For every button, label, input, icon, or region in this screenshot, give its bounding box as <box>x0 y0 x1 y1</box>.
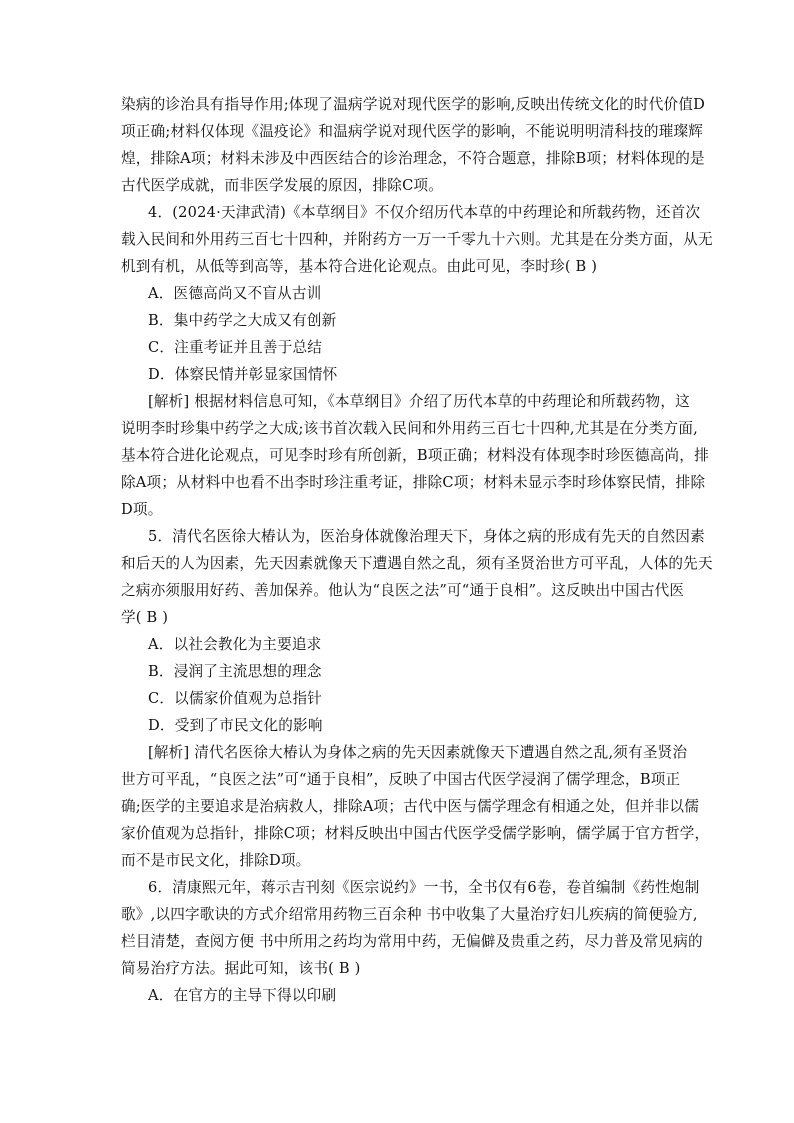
text-line: 学( B ) <box>121 609 169 626</box>
analysis-label-line: [解析] 根据材料信息可知，《本草纲目》介绍了历代本草的中药理论和所载药物，这 <box>148 393 690 410</box>
text-line: 除A项；从材料中也看不出李时珍注重考证，排除C项；材料未显示李时珍体察民情，排除 <box>121 474 706 491</box>
text-line: 家价值观为总指针，排除C项；材料反映出中国古代医学受儒学影响，儒学属于官方哲学， <box>121 825 710 842</box>
option-b: B．集中药学之大成又有创新 <box>148 312 337 329</box>
text-line: 项正确;材料仅体现《温疫论》和温病学说对现代医学的影响，不能说明明清科技的璀璨辉 <box>121 123 704 140</box>
text-line: 煌，排除A项；材料未涉及中西医结合的诊治理念，不符合题意，排除B项；材料体现的是 <box>121 150 705 167</box>
text-line: 之病亦须服用好药、善加保养。他认为“良医之法”可“通于良相”。这反映出中国古代医 <box>121 582 685 599</box>
option-a: A．医德高尚又不盲从古训 <box>148 285 322 302</box>
text-line: 载入民间和外用药三百七十四种，并附药方一万一千零九十六则。尤其是在分类方面，从无 <box>121 231 713 248</box>
option-d: D．受到了市民文化的影响 <box>148 717 323 734</box>
question-4-stem: 4．(2024·天津武清)《本草纲目》不仅介绍历代本草的中药理论和所载药物，还首次 <box>148 204 701 221</box>
option-c: C．注重考证并且善于总结 <box>148 339 323 356</box>
text-line: 染病的诊治具有指导作用;体现了温病学说对现代医学的影响,反映出传统文化的时代价值D <box>121 96 706 113</box>
question-6-stem: 6．清康熙元年，蒋示吉刊刻《医宗说约》一书，全书仅有6卷，卷首编制《药性炮制 <box>148 879 700 896</box>
text-line: 而不是市民文化，排除D项。 <box>121 852 311 869</box>
analysis-label-line: [解析] 清代名医徐大椿认为身体之病的先天因素就像天下遭遇自然之乱,须有圣贤治 <box>148 744 688 761</box>
text-line: 世方可平乱，“良医之法”可“通于良相”，反映了中国古代医学浸润了儒学理念，B项正 <box>121 771 681 788</box>
text-line: 说明李时珍集中药学之大成;该书首次载入民间和外用药三百七十四种,尤其是在分类方面, <box>121 420 698 437</box>
option-c: C．以儒家价值观为总指针 <box>148 690 323 707</box>
text-line: 简易治疗方法。据此可知，该书( B ) <box>121 960 361 977</box>
question-5-stem: 5．清代名医徐大椿认为，医治身体就像治理天下，身体之病的形成有先天的自然因素 <box>148 528 705 545</box>
option-b: B．浸润了主流思想的理念 <box>148 663 322 680</box>
text-line: 和后天的人为因素，先天因素就像天下遭遇自然之乱，须有圣贤治世方可平乱，人体的先天 <box>121 555 713 572</box>
text-line: 确;医学的主要追求是治病救人，排除A项；古代中医与儒学理念有相通之处，但并非以儒 <box>121 798 700 815</box>
option-a: A．以社会教化为主要追求 <box>148 636 322 653</box>
option-a: A．在官方的主导下得以印刷 <box>148 987 337 1004</box>
text-line: 古代医学成就，而非医学发展的原因，排除C项。 <box>121 177 444 194</box>
text-line: 基本符合进化论观点，可见李时珍有所创新，B项正确；材料没有体现李时珍医德高尚，排 <box>121 447 709 464</box>
text-line: D项。 <box>121 501 163 518</box>
text-line: 机到有机，从低等到高等，基本符合进化论观点。由此可见，李时珍( B ) <box>121 258 598 275</box>
text-line: 栏目清楚，查阅方便 书中所用之药均为常用中药，无偏僻及贵重之药，尽力普及常见病的 <box>121 933 703 950</box>
option-d: D．体察民情并彰显家国情怀 <box>148 366 338 383</box>
text-line: 歌》,以四字歌诀的方式介绍常用药物三百余种 书中收集了大量治疗妇儿疾病的简便验方, <box>121 906 698 923</box>
